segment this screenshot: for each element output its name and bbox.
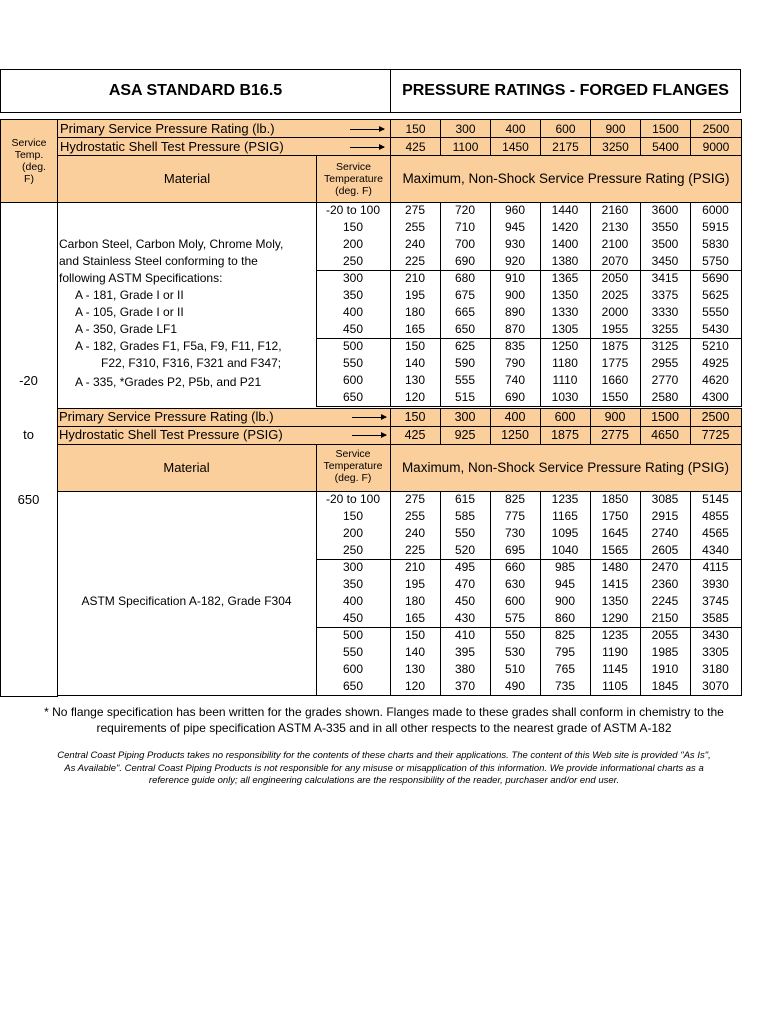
s2-rating-cell: 195 xyxy=(404,577,426,591)
service-temp-col-line: Temperature xyxy=(324,173,383,185)
s2-rating-cell: 495 xyxy=(454,560,476,574)
s1-hydro-row xyxy=(1,138,742,156)
s2-rating-cell: 1040 xyxy=(551,543,579,557)
s1-temp-cell: 250 xyxy=(342,254,364,268)
s1-rating-cell: 1420 xyxy=(551,220,579,234)
s2-hydro-value: 925 xyxy=(454,428,476,442)
temp-range-end: 650 xyxy=(17,492,40,507)
s1-rating-cell: 3375 xyxy=(651,288,679,302)
s1-rating-cell: 1875 xyxy=(601,339,629,353)
s1-rating-cell: 195 xyxy=(404,288,426,302)
s1-rating-cell: 1365 xyxy=(551,271,579,285)
s2-rating-cell: 120 xyxy=(404,679,426,693)
s1-hydro-value: 1100 xyxy=(441,138,491,156)
s2-rating-cell: 1985 xyxy=(651,645,679,659)
s1-temp-cell: 150 xyxy=(342,220,364,234)
s2-rating-cell: 3430 xyxy=(702,628,729,642)
s2-primary-value: 1500 xyxy=(651,410,679,424)
s1-rating-cell: 790 xyxy=(504,356,526,370)
s2-rating-cell: 430 xyxy=(454,611,476,625)
s1-rating-cell: 700 xyxy=(454,237,476,251)
s2-rating-cell: 1290 xyxy=(601,611,629,625)
title-left xyxy=(0,69,391,113)
s2-material-text: ASTM Specification A-182, Grade F304 xyxy=(81,594,292,608)
s1-rating-cell: 3255 xyxy=(651,322,679,336)
s1-rating-cell: 625 xyxy=(454,339,476,353)
s1-temp-cell: 550 xyxy=(342,356,364,370)
s1-rating-cell: 690 xyxy=(504,390,526,404)
s1-rating-cell: 680 xyxy=(454,271,476,285)
s1-rating-cell: 150 xyxy=(404,339,426,353)
s2-hydro-value: 4650 xyxy=(651,428,679,442)
s2-rating-cell: 255 xyxy=(404,509,426,523)
s1-rating-cell: 2000 xyxy=(601,305,629,319)
s2-rating-cell: 775 xyxy=(504,509,526,523)
title-right xyxy=(390,69,741,113)
s1-primary-value: 400 xyxy=(491,120,541,138)
s2-rating-cell: 520 xyxy=(454,543,476,557)
s1-rating-cell: 140 xyxy=(404,356,426,370)
s2-rating-cell: 1910 xyxy=(651,662,679,676)
s2-rating-cell: 3930 xyxy=(702,577,729,591)
s1-rating-cell: 5750 xyxy=(702,254,729,268)
s2-rating-cell: 630 xyxy=(504,577,526,591)
s2-service-temp-col-line: Temperature xyxy=(323,460,383,472)
s1-rating-cell: 590 xyxy=(454,356,476,370)
right-arrow-icon xyxy=(350,147,384,148)
asa-standard-title: ASA STANDARD B16.5 xyxy=(108,82,283,99)
s2-rating-cell: 1645 xyxy=(601,526,629,540)
s2-rating-cell: 2360 xyxy=(651,577,679,591)
s2-temp-cell: 500 xyxy=(342,628,364,642)
s1-material-line: A - 181, Grade I or II xyxy=(75,288,184,302)
s2-rating-cell: 825 xyxy=(504,492,526,506)
s2-rating-cell: 150 xyxy=(404,628,426,642)
s1-rating-cell: 690 xyxy=(454,254,476,268)
s2-service-temp-col-line: (deg. F) xyxy=(334,472,372,484)
temp-range-to: to xyxy=(23,427,34,442)
s1-rating-cell: 5690 xyxy=(702,271,729,285)
s2-rating-cell: 510 xyxy=(504,662,526,676)
s1-rating-cell: 2050 xyxy=(601,271,629,285)
s2-rating-cell: 4565 xyxy=(702,526,729,540)
s2-rating-cell: 1105 xyxy=(602,679,628,693)
s1-rating-cell: 1400 xyxy=(551,237,579,251)
s1-rating-cell: 5830 xyxy=(702,237,729,251)
s1-max-rating-header: Maximum, Non-Shock Service Pressure Rating (PSIG) xyxy=(391,156,742,203)
s2-temp-cell: 350 xyxy=(342,577,364,591)
s1-rating-cell: 835 xyxy=(504,339,526,353)
s1-rating-cell: 180 xyxy=(404,305,426,319)
s1-primary-label-cell xyxy=(58,120,391,138)
s2-rating-cell: 1850 xyxy=(601,492,629,506)
s1-rating-cell: 275 xyxy=(404,203,426,217)
s2-temp-cell: 400 xyxy=(342,594,364,608)
s1-rating-cell: 2770 xyxy=(651,373,679,387)
s1-rating-cell: 5625 xyxy=(702,288,729,302)
s1-rating-cell: 555 xyxy=(454,373,476,387)
s2-rating-cell: 1095 xyxy=(551,526,579,540)
s2-rating-cell: 2470 xyxy=(651,560,679,574)
s2-primary-value: 600 xyxy=(554,410,576,424)
s1-rating-cell: 165 xyxy=(404,322,426,336)
s1-rating-cell: 4300 xyxy=(702,390,729,404)
s1-rating-cell: 2955 xyxy=(651,356,679,370)
s2-rating-cell: 1480 xyxy=(601,560,629,574)
s2-hydro-value: 2775 xyxy=(601,428,629,442)
s2-temp-cell: 450 xyxy=(342,611,364,625)
s2-hydro-value: 7725 xyxy=(701,428,730,442)
s1-rating-cell: 900 xyxy=(504,288,526,302)
s1-material-line: and Stainless Steel conforming to the xyxy=(59,254,258,268)
s1-rating-cell: 5210 xyxy=(702,339,729,353)
s2-rating-cell: 3180 xyxy=(702,662,729,676)
s2-rating-cell: 1415 xyxy=(601,577,629,591)
s2-rating-cell: 1750 xyxy=(601,509,629,523)
s2-primary-value: 400 xyxy=(504,410,526,424)
s1-temp-cell: 350 xyxy=(342,288,364,302)
right-arrow-icon xyxy=(352,417,386,418)
s2-temp-cell: 650 xyxy=(342,679,364,693)
s1-rating-cell: 675 xyxy=(454,288,476,302)
s2-rating-cell: 825 xyxy=(554,628,576,642)
s1-hydro-label-cell xyxy=(58,138,391,156)
s1-temp-cell: 200 xyxy=(342,237,364,251)
s2-rating-cell: 275 xyxy=(404,492,426,506)
s1-material-line: F22, F310, F316, F321 and F347; xyxy=(101,356,282,370)
s1-rating-cell: 1660 xyxy=(601,373,629,387)
s1-primary-value: 300 xyxy=(441,120,491,138)
s1-rating-cell: 1305 xyxy=(551,322,579,336)
s1-material-line: A - 182, Grades F1, F5a, F9, F11, F12, xyxy=(75,339,282,353)
s2-rating-cell: 5145 xyxy=(702,492,729,506)
s2-rating-cell: 180 xyxy=(404,594,426,608)
s2-rating-cell: 2055 xyxy=(651,628,679,642)
s2-rating-cell: 530 xyxy=(504,645,526,659)
s1-hydro-value: 5400 xyxy=(641,138,691,156)
s2-rating-cell: 470 xyxy=(454,577,476,591)
s1-rating-cell: 1030 xyxy=(551,390,579,404)
s1-rating-cell: 3415 xyxy=(651,271,679,285)
s1-rating-cell: 2130 xyxy=(601,220,629,234)
s2-rating-cell: 410 xyxy=(454,628,476,642)
s1-temp-cell: 400 xyxy=(342,305,364,319)
s1-rating-cell: 210 xyxy=(404,271,426,285)
footnote-line: * No flange specification has been written for the grades shown. Flanges made to these grades shall conform in chemistry to the xyxy=(44,705,724,719)
pressure-ratings-title: PRESSURE RATINGS - FORGED FLANGES xyxy=(402,82,729,99)
s2-rating-cell: 575 xyxy=(504,611,526,625)
s1-hydro-label: Hydrostatic Shell Test Pressure (PSIG) xyxy=(60,138,284,154)
temp-range-column xyxy=(0,202,58,697)
s2-rating-cell: 165 xyxy=(404,611,426,625)
s2-temp-cell: 600 xyxy=(342,662,364,676)
s2-rating-cell: 450 xyxy=(454,594,476,608)
s1-rating-cell: 1955 xyxy=(601,322,629,336)
s1-material-line: A - 350, Grade LF1 xyxy=(75,322,178,336)
s1-rating-cell: 3500 xyxy=(651,237,679,251)
s2-rating-cell: 2605 xyxy=(651,543,679,557)
s1-rating-cell: 1440 xyxy=(551,203,579,217)
service-temp-header-line: Service xyxy=(11,137,47,149)
s1-rating-cell: 2025 xyxy=(601,288,629,302)
s2-rating-cell: 210 xyxy=(404,560,426,574)
s2-rating-cell: 395 xyxy=(454,645,476,659)
s2-primary-value: 300 xyxy=(454,410,476,424)
service-temp-col-line: Service xyxy=(335,161,371,173)
s2-rating-cell: 1190 xyxy=(602,645,628,659)
s1-rating-cell: 1180 xyxy=(552,356,578,370)
s1-primary-value: 150 xyxy=(391,120,441,138)
s1-rating-cell: 2580 xyxy=(651,390,679,404)
s2-rating-cell: 600 xyxy=(504,594,526,608)
s1-rating-cell: 255 xyxy=(404,220,426,234)
s1-material-line: A - 335, *Grades P2, P5b, and P21 xyxy=(75,375,262,389)
s2-rating-cell: 735 xyxy=(554,679,576,693)
s2-temp-cell: 550 xyxy=(342,645,364,659)
s1-rating-cell: 960 xyxy=(504,203,526,217)
disclaimer-line: As Available". Central Coast Piping Products is not responsible for any misuse or misapplication of this information. We provide informational charts as a xyxy=(64,762,704,774)
service-temp-col-line: (deg. F) xyxy=(335,185,372,197)
s2-rating-cell: 1350 xyxy=(601,594,629,608)
s1-hydro-value: 425 xyxy=(391,138,441,156)
s2-temp-cell: 250 xyxy=(342,543,364,557)
s1-primary-row xyxy=(1,120,742,138)
s1-rating-cell: 130 xyxy=(404,373,426,387)
s1-rating-cell: 1350 xyxy=(551,288,579,302)
s1-rating-cell: 1250 xyxy=(551,339,579,353)
temp-range-from: -20 xyxy=(19,373,38,388)
s1-primary-value: 2500 xyxy=(691,120,742,138)
s1-temp-cell: 450 xyxy=(342,322,364,336)
s1-rating-cell: 870 xyxy=(504,322,526,336)
s1-rating-cell: 225 xyxy=(404,254,426,268)
s2-rating-cell: 585 xyxy=(454,509,476,523)
s2-rating-cell: 3085 xyxy=(651,492,679,506)
s1-rating-cell: 5915 xyxy=(702,220,729,234)
disclaimer-line: Central Coast Piping Products takes no responsibility for the contents of these charts and their applications. The content of this Web site is provided "As Is", xyxy=(57,750,711,761)
s2-primary-value: 2500 xyxy=(701,410,730,424)
disclaimer-line: reference guide only; all engineering calculations are the responsibility of the reader, purchaser and/or end user. xyxy=(148,775,620,786)
footnote xyxy=(0,704,768,736)
s1-rating-cell: 2100 xyxy=(601,237,629,251)
s2-rating-cell: 765 xyxy=(554,662,576,676)
s1-rating-cell: 3550 xyxy=(651,220,679,234)
s1-temp-cell: -20 to 100 xyxy=(325,203,381,217)
s2-rating-cell: 900 xyxy=(554,594,576,608)
s2-rating-cell: 2150 xyxy=(651,611,679,625)
s1-rating-cell: 665 xyxy=(454,305,476,319)
s2-primary-value: 900 xyxy=(604,410,626,424)
s2-primary-value: 150 xyxy=(404,410,426,424)
service-temp-header-line: F) xyxy=(24,173,34,185)
s2-rating-cell: 660 xyxy=(504,560,526,574)
s1-material-line: A - 105, Grade I or II xyxy=(75,305,184,319)
s1-column-header-row xyxy=(1,156,742,203)
s1-service-temp-col-header xyxy=(317,156,391,203)
s2-rating-cell: 795 xyxy=(554,645,576,659)
s2-primary-label: Primary Service Pressure Rating (lb.) xyxy=(59,409,274,424)
footnote-line: requirements of pipe specification ASTM A-335 and in all other respects to the nearest grade of ASTM A-182 xyxy=(96,721,672,735)
service-temp-header xyxy=(1,120,58,203)
s1-rating-cell: 3450 xyxy=(651,254,679,268)
s1-rating-cell: 4620 xyxy=(702,373,729,387)
s2-rating-cell: 945 xyxy=(554,577,576,591)
s2-max-rating-header: Maximum, Non-Shock Service Pressure Rating (PSIG) xyxy=(401,460,730,475)
s2-rating-cell: 695 xyxy=(504,543,526,557)
s1-rating-cell: 5430 xyxy=(702,322,729,336)
s1-primary-value: 1500 xyxy=(641,120,691,138)
s1-material-line: following ASTM Specifications: xyxy=(59,271,223,285)
s2-rating-cell: 860 xyxy=(554,611,576,625)
s2-rating-cell: 140 xyxy=(404,645,426,659)
s1-rating-cell: 3330 xyxy=(651,305,679,319)
s2-rating-cell: 615 xyxy=(454,492,476,506)
s1-rating-cell: 1110 xyxy=(552,373,578,387)
s2-rating-cell: 730 xyxy=(504,526,526,540)
s2-rating-cell: 3745 xyxy=(702,594,729,608)
s1-primary-label: Primary Service Pressure Rating (lb.) xyxy=(60,120,275,136)
s2-rating-cell: 490 xyxy=(504,679,526,693)
s1-primary-value: 600 xyxy=(541,120,591,138)
s1-rating-cell: 2160 xyxy=(601,203,629,217)
s2-temp-cell: 150 xyxy=(342,509,364,523)
s1-rating-cell: 6000 xyxy=(702,203,729,217)
s2-rating-cell: 4115 xyxy=(702,560,729,574)
service-temp-header-line: (deg. xyxy=(22,161,46,173)
s2-rating-cell: 1165 xyxy=(552,509,578,523)
s2-rating-cell: 550 xyxy=(504,628,526,642)
s2-service-temp-col-line: Service xyxy=(335,448,371,460)
s2-rating-cell: 1145 xyxy=(602,662,628,676)
s1-rating-cell: 720 xyxy=(454,203,476,217)
s1-rating-cell: 3125 xyxy=(651,339,679,353)
s1-material-line: Carbon Steel, Carbon Moly, Chrome Moly, xyxy=(59,237,284,251)
s2-temp-cell: -20 to 100 xyxy=(325,492,381,506)
s1-material-header: Material xyxy=(58,156,317,203)
s2-temp-cell: 300 xyxy=(342,560,364,574)
ratings-table xyxy=(0,119,742,203)
s2-rating-cell: 1565 xyxy=(601,543,629,557)
s1-hydro-value: 1450 xyxy=(491,138,541,156)
right-arrow-icon xyxy=(352,435,386,436)
s1-rating-cell: 945 xyxy=(504,220,526,234)
s2-rating-cell: 2915 xyxy=(651,509,679,523)
s2-rating-cell: 2740 xyxy=(651,526,679,540)
s2-hydro-value: 1875 xyxy=(551,428,579,442)
s2-rating-cell: 380 xyxy=(454,662,476,676)
s2-rating-cell: 225 xyxy=(404,543,426,557)
s2-rating-cell: 370 xyxy=(454,679,476,693)
s1-rating-cell: 920 xyxy=(504,254,526,268)
s2-rating-cell: 4855 xyxy=(702,509,729,523)
s2-rating-cell: 1845 xyxy=(651,679,679,693)
s2-rating-cell: 130 xyxy=(404,662,426,676)
service-temp-header-line: Temp. xyxy=(14,149,44,161)
s1-rating-cell: 120 xyxy=(404,390,426,404)
s1-rating-cell: 1330 xyxy=(551,305,579,319)
s1-temp-cell: 500 xyxy=(342,339,364,353)
right-arrow-icon xyxy=(350,129,384,130)
s1-temp-cell: 600 xyxy=(342,373,364,387)
s1-hydro-value: 3250 xyxy=(591,138,641,156)
s1-rating-cell: 930 xyxy=(504,237,526,251)
s1-rating-cell: 3600 xyxy=(651,203,679,217)
s1-rating-cell: 5550 xyxy=(702,305,729,319)
s2-material-header: Material xyxy=(163,460,210,475)
s2-rating-cell: 3070 xyxy=(702,679,729,693)
s1-rating-cell: 515 xyxy=(454,390,476,404)
s1-rating-cell: 710 xyxy=(454,220,476,234)
s2-rating-cell: 240 xyxy=(404,526,426,540)
s1-hydro-value: 2175 xyxy=(541,138,591,156)
s1-rating-cell: 4925 xyxy=(702,356,729,370)
s1-rating-cell: 240 xyxy=(404,237,426,251)
s1-temp-cell: 300 xyxy=(342,271,364,285)
s1-rating-cell: 740 xyxy=(504,373,526,387)
s1-rating-cell: 650 xyxy=(454,322,476,336)
s2-hydro-value: 425 xyxy=(404,428,426,442)
s2-hydro-value: 1250 xyxy=(501,428,529,442)
s2-rating-cell: 1235 xyxy=(551,492,579,506)
s2-rating-cell: 3585 xyxy=(702,611,729,625)
s1-temp-cell: 650 xyxy=(342,390,364,404)
s2-rating-cell: 1235 xyxy=(601,628,629,642)
s1-rating-cell: 890 xyxy=(504,305,526,319)
s1-rating-cell: 910 xyxy=(504,271,526,285)
disclaimer xyxy=(0,750,768,788)
s2-rating-cell: 985 xyxy=(554,560,576,574)
s2-rating-cell: 3305 xyxy=(702,645,729,659)
s1-rating-cell: 1380 xyxy=(551,254,579,268)
s1-rating-cell: 2070 xyxy=(601,254,629,268)
s2-rating-cell: 2245 xyxy=(651,594,679,608)
s2-hydro-label: Hydrostatic Shell Test Pressure (PSIG) xyxy=(59,427,283,442)
s2-rating-cell: 550 xyxy=(454,526,476,540)
s1-rating-cell: 1775 xyxy=(601,356,629,370)
s1-hydro-value: 9000 xyxy=(691,138,742,156)
s2-rating-cell: 4340 xyxy=(702,543,729,557)
s1-primary-value: 900 xyxy=(591,120,641,138)
s1-rating-cell: 1550 xyxy=(601,390,629,404)
s2-temp-cell: 200 xyxy=(342,526,364,540)
